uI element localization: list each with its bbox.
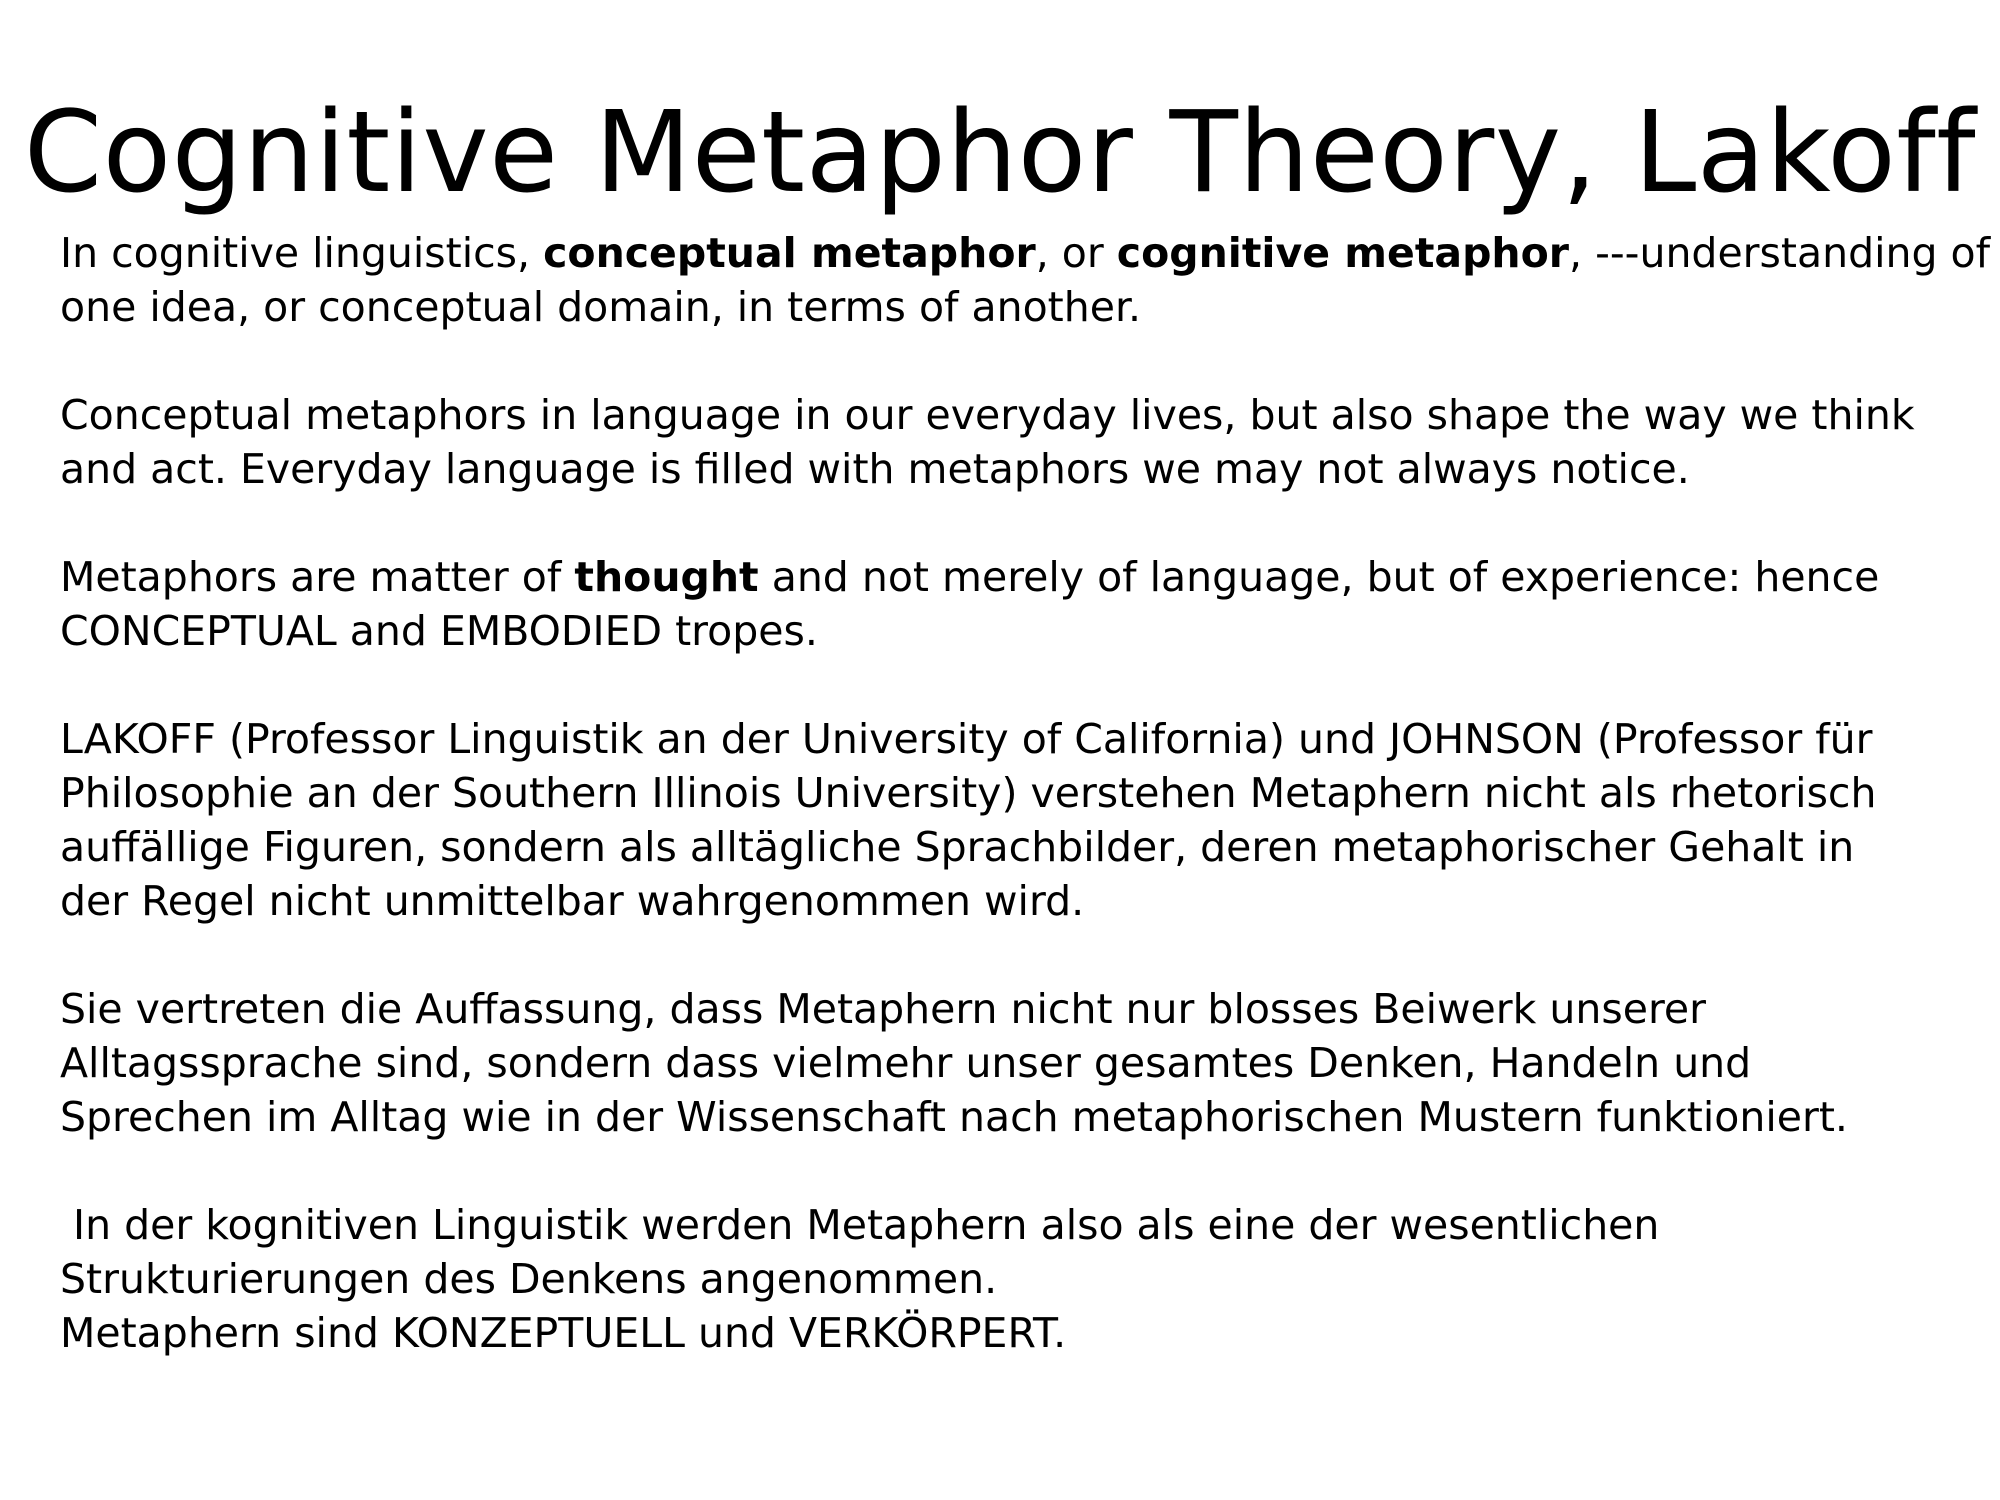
paragraph-lakoff-johnson <box>60 712 1960 928</box>
text-line: and act. Everyday language is filled with metaphors we may not always notice. <box>60 445 1690 493</box>
paragraph-everyday-language <box>60 388 1960 496</box>
text-segment: , ---understanding of <box>1569 229 1991 277</box>
text-line: Sprechen im Alltag wie in der Wissenschaft nach metaphorischen Mustern funktioniert. <box>60 1093 1848 1141</box>
paragraph-thought <box>60 550 1960 658</box>
text-line: Conceptual metaphors in language in our everyday lives, but also shape the way we think <box>60 391 1915 439</box>
text-line: CONCEPTUAL and EMBODIED tropes. <box>60 607 818 655</box>
slide-title: Cognitive Metaphor Theory, Lakoff <box>23 88 1977 218</box>
bold-term-thought: thought <box>574 553 759 601</box>
text-line: auffällige Figuren, sondern als alltägliche Sprachbilder, deren metaphorischer Gehalt in <box>60 823 1855 871</box>
text-segment: Metaphors are matter of <box>60 553 575 601</box>
text-line: Sie vertreten die Auffassung, dass Metaphern nicht nur blosses Beiwerk unserer <box>60 985 1706 1033</box>
slide-body <box>60 226 1991 1414</box>
paragraph-auffassung <box>60 982 1960 1144</box>
text-segment: and not merely of language, but of experience: hence <box>758 553 1880 601</box>
text-segment: In cognitive linguistics, <box>60 229 544 277</box>
text-line <box>60 550 1960 604</box>
text-segment: , or <box>1035 229 1117 277</box>
text-line: LAKOFF (Professor Linguistik an der University of California) und JOHNSON (Professor für <box>60 715 1873 763</box>
text-line: one idea, or conceptual domain, in terms of another. <box>60 283 1142 331</box>
text-line: In der kognitiven Linguistik werden Metaphern also als eine der wesentlichen <box>73 1201 1660 1249</box>
text-line: der Regel nicht unmittelbar wahrgenommen wird. <box>60 877 1085 925</box>
text-line: Alltagssprache sind, sondern dass vielmehr unser gesamtes Denken, Handeln und <box>60 1039 1752 1087</box>
bold-term-conceptual-metaphor: conceptual metaphor <box>543 229 1036 277</box>
paragraph-definition <box>60 226 1991 334</box>
text-line: Strukturierungen des Denkens angenommen. <box>60 1255 998 1303</box>
text-line: Philosophie an der Southern Illinois University) verstehen Metaphern nicht als rhetorisch <box>60 769 1877 817</box>
text-line <box>60 226 1991 280</box>
paragraph-kognitive-linguistik <box>60 1198 1960 1360</box>
bold-term-cognitive-metaphor: cognitive metaphor <box>1116 229 1570 277</box>
text-line: Metaphern sind KONZEPTUELL und VERKÖRPERT. <box>60 1309 1067 1357</box>
